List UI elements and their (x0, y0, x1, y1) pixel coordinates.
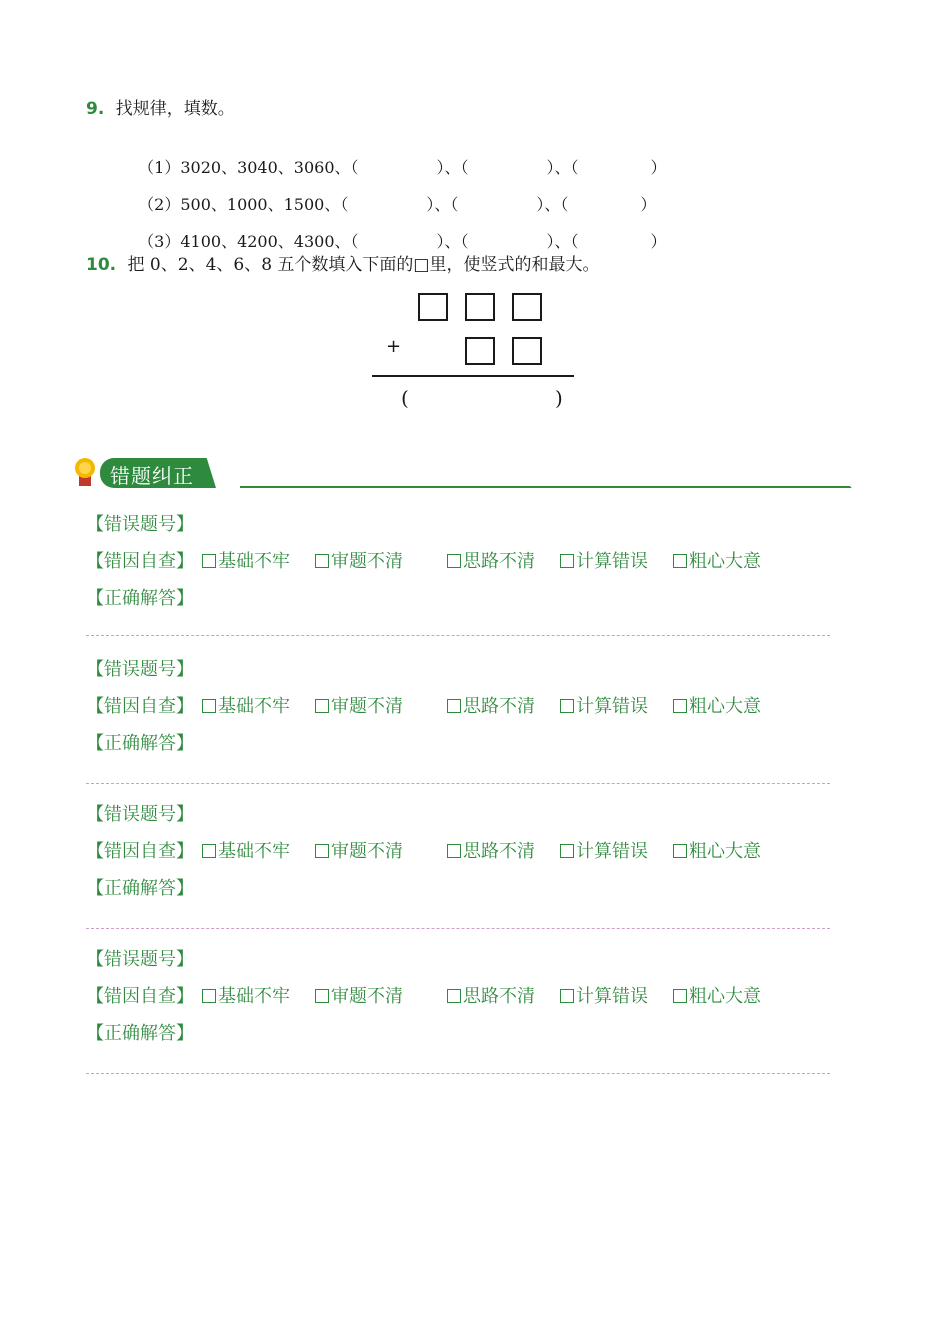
digit-box[interactable] (465, 337, 495, 365)
blank-separator: ）、（ (426, 195, 459, 214)
section-divider-end (840, 486, 860, 498)
option-label: 基础不牢 (218, 551, 290, 572)
option-label: 计算错误 (576, 696, 648, 717)
checkbox-icon[interactable] (673, 554, 687, 568)
option-label: 思路不清 (463, 986, 535, 1007)
option-label: 思路不清 (463, 696, 535, 717)
option-checkbox[interactable] (315, 837, 403, 863)
medal-icon (74, 457, 96, 487)
answer-paren-open: ( (401, 386, 409, 410)
option-checkbox[interactable] (560, 547, 648, 573)
option-checkbox[interactable] (315, 982, 403, 1008)
question-text: 找规律，填数。 (115, 99, 235, 119)
correct-answer-label: 【正确解答】 (86, 878, 194, 899)
correct-answer-label: 【正确解答】 (86, 1023, 194, 1044)
option-label: 粗心大意 (689, 986, 761, 1007)
error-cause-label: 【错因自查】 (86, 696, 194, 717)
option-label: 粗心大意 (689, 841, 761, 862)
option-checkbox[interactable] (315, 547, 403, 573)
sequence-row-1 (128, 136, 667, 178)
checkbox-icon[interactable] (202, 989, 216, 1003)
option-checkbox[interactable] (673, 982, 761, 1008)
checkbox-icon[interactable] (315, 989, 329, 1003)
sequence-label: （1）3020、3040、3060、（ (138, 158, 359, 177)
checkbox-icon[interactable] (315, 844, 329, 858)
option-checkbox[interactable] (673, 837, 761, 863)
wrong-item-number-label: 【错误题号】 (86, 804, 194, 825)
question-9-title (86, 94, 235, 119)
option-label: 基础不牢 (218, 696, 290, 717)
option-label: 基础不牢 (218, 986, 290, 1007)
correct-answer-label: 【正确解答】 (86, 733, 194, 754)
blank-separator: ）、（ (436, 158, 469, 177)
dashed-separator (86, 928, 830, 929)
option-label: 审题不清 (331, 986, 403, 1007)
wrong-item-number-label: 【错误题号】 (86, 514, 194, 535)
sequence-label: （3）4100、4200、4300、（ (138, 232, 359, 251)
option-label: 审题不清 (331, 551, 403, 572)
checkbox-icon[interactable] (560, 844, 574, 858)
digit-box[interactable] (418, 293, 448, 321)
blank-close: ） (650, 232, 667, 251)
question-10-title (86, 250, 599, 275)
option-label: 审题不清 (331, 841, 403, 862)
wrong-item-number-label: 【错误题号】 (86, 659, 194, 680)
blank-separator: ）、（ (546, 158, 579, 177)
checkbox-icon[interactable] (447, 554, 461, 568)
digit-box[interactable] (512, 293, 542, 321)
option-label: 基础不牢 (218, 841, 290, 862)
checkbox-icon[interactable] (560, 699, 574, 713)
dashed-separator (86, 635, 830, 636)
checkbox-icon[interactable] (447, 989, 461, 1003)
blank-close: ） (640, 195, 657, 214)
checkbox-icon[interactable] (673, 989, 687, 1003)
digit-box[interactable] (465, 293, 495, 321)
checkbox-icon[interactable] (673, 699, 687, 713)
option-checkbox[interactable] (560, 837, 648, 863)
option-checkbox[interactable] (673, 692, 761, 718)
dashed-separator (86, 783, 830, 784)
blank-separator: ）、（ (536, 195, 569, 214)
error-cause-label: 【错因自查】 (86, 986, 194, 1007)
option-checkbox[interactable] (202, 982, 290, 1008)
option-label: 粗心大意 (689, 696, 761, 717)
error-cause-label: 【错因自查】 (86, 551, 194, 572)
option-checkbox[interactable] (560, 982, 648, 1008)
wrong-item-number-label: 【错误题号】 (86, 949, 194, 970)
error-cause-label: 【错因自查】 (86, 841, 194, 862)
question-text: 把 0、2、4、6、8 五个数填入下面的□里，使竖式的和最大。 (127, 255, 600, 275)
blank-separator: ）、（ (546, 232, 579, 251)
question-number: 10. (86, 255, 117, 275)
option-checkbox[interactable] (202, 547, 290, 573)
sequence-row-2 (128, 173, 656, 215)
checkbox-icon[interactable] (673, 844, 687, 858)
option-checkbox[interactable] (202, 692, 290, 718)
plus-sign: + (386, 336, 402, 357)
option-checkbox[interactable] (447, 692, 535, 718)
correct-answer-label: 【正确解答】 (86, 588, 194, 609)
option-checkbox[interactable] (560, 692, 648, 718)
option-checkbox[interactable] (673, 547, 761, 573)
checkbox-icon[interactable] (202, 844, 216, 858)
checkbox-icon[interactable] (202, 699, 216, 713)
option-checkbox[interactable] (202, 837, 290, 863)
option-checkbox[interactable] (447, 982, 535, 1008)
checkbox-icon[interactable] (560, 989, 574, 1003)
option-label: 思路不清 (463, 841, 535, 862)
option-label: 粗心大意 (689, 551, 761, 572)
option-label: 思路不清 (463, 551, 535, 572)
option-label: 计算错误 (576, 551, 648, 572)
option-label: 计算错误 (576, 986, 648, 1007)
section-title: 错题纠正 (110, 464, 194, 488)
answer-paren-close: ) (555, 386, 563, 410)
digit-box[interactable] (512, 337, 542, 365)
question-number: 9. (86, 99, 105, 119)
checkbox-icon[interactable] (202, 554, 216, 568)
sequence-row-3 (128, 210, 667, 252)
sum-line (372, 375, 574, 377)
section-divider (240, 486, 842, 488)
option-label: 计算错误 (576, 841, 648, 862)
option-checkbox[interactable] (315, 692, 403, 718)
blank-close: ） (650, 158, 667, 177)
blank-separator: ）、（ (436, 232, 469, 251)
sequence-label: （2）500、1000、1500、（ (138, 195, 349, 214)
checkbox-icon[interactable] (447, 699, 461, 713)
option-checkbox[interactable] (447, 837, 535, 863)
option-checkbox[interactable] (447, 547, 535, 573)
checkbox-icon[interactable] (447, 844, 461, 858)
checkbox-icon[interactable] (560, 554, 574, 568)
checkbox-icon[interactable] (315, 554, 329, 568)
dashed-separator (86, 1073, 830, 1074)
option-label: 审题不清 (331, 696, 403, 717)
checkbox-icon[interactable] (315, 699, 329, 713)
